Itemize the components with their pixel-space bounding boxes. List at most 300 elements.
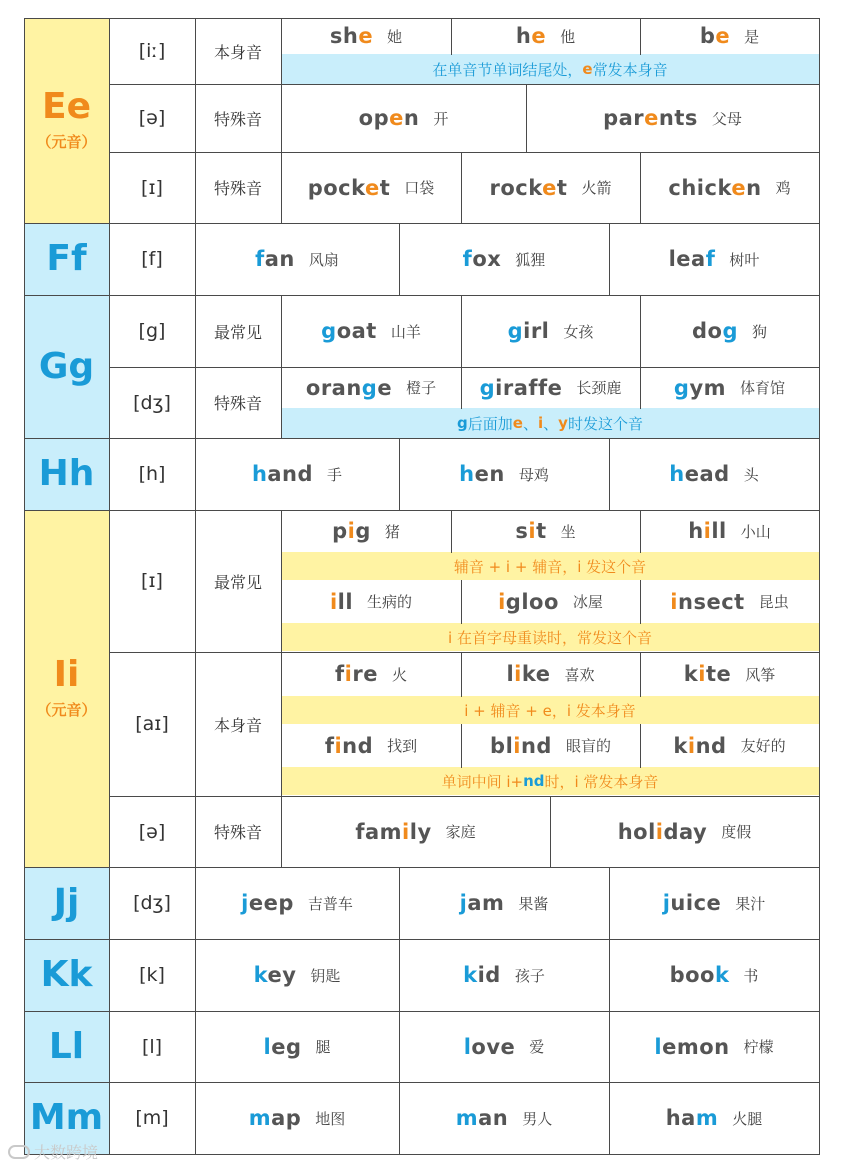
- word-cell: [195, 1011, 399, 1082]
- letter-cell: [24, 939, 109, 1011]
- word-translation: 生病的: [367, 593, 413, 611]
- word-translation: 父母: [711, 109, 742, 128]
- word-cell: [281, 367, 461, 408]
- letter-cell: [24, 1011, 109, 1082]
- grid-line: [550, 796, 551, 868]
- example-word: [264, 1035, 302, 1059]
- word-highlight: k: [714, 963, 730, 987]
- word-part: t: [536, 519, 547, 543]
- word-part: n: [403, 106, 420, 130]
- letter-cell: [24, 867, 109, 939]
- grid-line: [461, 152, 462, 224]
- word-translation: 风扇: [308, 250, 339, 269]
- word-highlight: h: [459, 462, 475, 486]
- word-part: eg: [271, 1034, 302, 1059]
- grid-line: [109, 84, 820, 85]
- phonetic-symbol: [ɪ]: [141, 176, 163, 199]
- word-part: op: [358, 106, 390, 130]
- word-part: ke: [521, 662, 551, 686]
- word-cell: [281, 580, 461, 623]
- word-cell: [461, 652, 640, 696]
- word-highlight: j: [662, 891, 671, 915]
- word-cell: [550, 796, 819, 867]
- word-translation: 度假: [721, 823, 752, 841]
- word-part: n: [746, 175, 762, 200]
- word-translation: 头: [743, 465, 759, 484]
- word-cell: [461, 580, 640, 623]
- grid-line: [24, 438, 820, 439]
- word-cell: [399, 867, 609, 939]
- word-part: ead: [684, 462, 730, 486]
- word-cell: [281, 152, 461, 223]
- example-word: [306, 376, 392, 400]
- word-translation: 男人: [522, 1109, 553, 1128]
- vowel-tag: （元音）: [36, 133, 97, 151]
- word-translation: 柠檬: [743, 1038, 774, 1056]
- word-translation: 手: [327, 465, 343, 484]
- word-cell: [640, 18, 819, 54]
- letter-name: Mm: [29, 1097, 104, 1138]
- word-part: l: [506, 662, 515, 686]
- word-part: sh: [329, 24, 359, 48]
- word-highlight: j: [241, 891, 249, 915]
- word-translation: 她: [387, 27, 403, 46]
- word-cell: [399, 939, 609, 1011]
- word-highlight: g: [321, 319, 337, 343]
- word-translation: 长颈鹿: [576, 379, 622, 397]
- word-part: bl: [490, 733, 514, 758]
- rule-text: i + 辅音 + e，i 发本身音: [464, 701, 636, 720]
- example-word: [668, 176, 761, 200]
- word-part: rock: [489, 175, 543, 200]
- word-translation: 家庭: [445, 823, 476, 841]
- grid-line: [109, 367, 820, 368]
- word-highlight: h: [669, 462, 685, 486]
- grid-line: [451, 18, 452, 55]
- phonetic-symbol: [aɪ]: [135, 713, 169, 735]
- example-word: [321, 319, 377, 343]
- word-highlight: m: [455, 1106, 479, 1130]
- word-cell: [640, 724, 819, 767]
- phonetic-symbol: [f]: [141, 248, 163, 270]
- example-word: [506, 662, 550, 686]
- grid-line: [24, 1154, 820, 1155]
- word-part: fam: [355, 819, 403, 844]
- word-highlight: i: [703, 519, 712, 543]
- word-translation: 鸡: [775, 179, 791, 197]
- word-part: nd: [520, 733, 552, 758]
- word-highlight: e: [542, 175, 557, 200]
- word-part: f: [335, 662, 345, 686]
- word-part: h: [688, 519, 704, 543]
- word-part: an: [264, 247, 295, 271]
- example-word: [335, 662, 378, 686]
- grid-line: [24, 939, 820, 940]
- letter-cell: [24, 295, 109, 438]
- word-translation: 钥匙: [310, 966, 341, 985]
- word-highlight: h: [251, 462, 268, 486]
- word-highlight: i: [513, 733, 521, 758]
- watermark-text: 大数跨境: [34, 1143, 99, 1162]
- word-part: id: [477, 963, 501, 987]
- word-cell: [399, 1011, 609, 1082]
- rule-band: [281, 623, 819, 651]
- example-word: [359, 106, 420, 130]
- word-cell: [399, 223, 609, 295]
- example-word: [330, 24, 373, 48]
- word-translation: 火腿: [732, 1109, 763, 1128]
- example-word: [254, 963, 297, 987]
- word-part: boo: [669, 963, 715, 987]
- sound-type-note: 特殊音: [213, 823, 262, 842]
- word-part: uice: [670, 891, 722, 915]
- grid-line: [24, 18, 25, 1155]
- grid-line: [461, 295, 462, 368]
- word-part: oat: [336, 319, 377, 343]
- rule-text: g 后面加 e 、 i 、 y 时发这个音: [457, 414, 643, 433]
- example-word: [673, 734, 726, 758]
- word-translation: 喜欢: [564, 665, 595, 684]
- example-word: [255, 247, 295, 271]
- example-word: [249, 1106, 302, 1130]
- word-translation: 坐: [560, 522, 576, 541]
- word-highlight: i: [329, 589, 338, 614]
- word-part: g: [355, 519, 371, 543]
- example-word: [330, 590, 353, 614]
- rule-band: [281, 767, 819, 795]
- word-cell: [281, 84, 526, 152]
- word-cell: [451, 510, 640, 552]
- word-highlight: e: [389, 106, 404, 130]
- grid-line: [24, 1011, 820, 1012]
- word-highlight: i: [655, 819, 664, 844]
- grid-line: [24, 1082, 820, 1083]
- word-cell: [281, 295, 461, 367]
- example-word: [463, 247, 502, 271]
- word-part: k: [683, 662, 699, 686]
- grid-line: [451, 510, 452, 553]
- example-word: [684, 662, 731, 686]
- word-cell: [461, 724, 640, 767]
- grid-line: [640, 510, 641, 553]
- rule-text: 单词中间 i+ nd 时，i 常发本身音: [441, 772, 659, 791]
- word-highlight: l: [654, 1034, 663, 1059]
- word-translation: 找到: [387, 737, 418, 755]
- word-highlight: i: [670, 589, 678, 614]
- example-word: [670, 963, 730, 987]
- word-highlight: e: [644, 106, 659, 130]
- word-translation: 书: [743, 966, 759, 985]
- phonetic-symbol: [k]: [139, 964, 165, 986]
- word-translation: 地图: [315, 1109, 346, 1128]
- word-cell: [399, 438, 609, 510]
- word-cell: [281, 18, 451, 54]
- word-highlight: e: [731, 175, 747, 200]
- word-translation: 果酱: [518, 894, 549, 913]
- word-part: e: [377, 375, 393, 400]
- word-part: k: [673, 733, 688, 758]
- example-word: [308, 176, 391, 200]
- word-translation: 开: [433, 109, 449, 128]
- word-highlight: i: [402, 819, 410, 844]
- phonetic-symbol: [iː]: [138, 40, 166, 62]
- word-highlight: g: [673, 375, 690, 400]
- grid-line: [109, 152, 820, 153]
- grid-line: [640, 295, 641, 368]
- example-word: [464, 1035, 516, 1059]
- grid-line: [640, 724, 641, 768]
- grid-line: [640, 152, 641, 224]
- word-part: oran: [305, 375, 362, 400]
- sound-type-note: 最常见: [213, 572, 262, 592]
- word-cell: [281, 652, 461, 696]
- phonetic-symbol: [dʒ]: [133, 892, 171, 914]
- word-highlight: i: [514, 662, 522, 686]
- letter-name: Gg: [38, 345, 95, 387]
- example-word: [663, 891, 722, 915]
- example-word: [670, 590, 744, 614]
- word-part: do: [691, 319, 723, 343]
- word-cell: [640, 580, 819, 623]
- letter-cell: [24, 18, 109, 223]
- grid-line: [24, 295, 820, 296]
- rule-text: 辅音 + i + 辅音，i 发这个音: [453, 557, 647, 576]
- letter-name: Jj: [53, 882, 80, 923]
- grid-line: [461, 580, 462, 624]
- grid-line: [819, 18, 820, 1155]
- word-highlight: e: [715, 24, 731, 48]
- grid-line: [24, 867, 820, 868]
- word-translation: 是: [744, 27, 760, 46]
- word-translation: 橙子: [406, 379, 437, 397]
- grid-line: [24, 510, 820, 511]
- word-cell: [195, 1082, 399, 1154]
- word-cell: [195, 867, 399, 939]
- word-part: ym: [689, 375, 727, 400]
- word-part: and: [267, 462, 314, 486]
- word-translation: 女孩: [563, 322, 594, 341]
- rule-text: 在单音节单词结尾处， e 常发本身音: [432, 60, 668, 79]
- word-highlight: j: [459, 891, 468, 915]
- word-translation: 体育馆: [740, 379, 786, 397]
- example-word: [688, 519, 727, 543]
- example-word: [498, 590, 559, 614]
- word-part: lea: [668, 247, 706, 271]
- word-part: chick: [668, 175, 732, 200]
- rule-band: [281, 696, 819, 724]
- phonetic-symbol: [ə]: [138, 820, 166, 843]
- word-highlight: k: [253, 963, 268, 987]
- grid-line: [609, 223, 610, 296]
- word-translation: 狐狸: [515, 250, 546, 269]
- grid-line: [461, 724, 462, 768]
- word-part: ove: [471, 1034, 516, 1059]
- letter-name: Kk: [40, 954, 93, 995]
- word-part: h: [515, 24, 532, 48]
- example-word: [618, 820, 708, 844]
- grid-line: [609, 438, 610, 511]
- word-part: s: [515, 519, 529, 543]
- word-part: p: [332, 519, 348, 543]
- letter-name: Ee: [41, 86, 91, 127]
- example-word: [325, 734, 373, 758]
- word-part: f: [324, 733, 335, 758]
- speech-bubble-icon: [8, 1145, 30, 1159]
- word-part: t: [556, 175, 568, 200]
- letter-name: Ff: [46, 238, 87, 279]
- word-translation: 果汁: [735, 894, 766, 913]
- word-cell: [281, 510, 451, 552]
- letter-name: Hh: [38, 453, 95, 494]
- example-word: [241, 891, 294, 915]
- word-translation: 母鸡: [518, 465, 549, 484]
- watermark: [8, 1140, 98, 1163]
- word-part: nts: [658, 106, 698, 130]
- word-cell: [640, 652, 819, 696]
- word-part: t: [379, 175, 391, 200]
- word-part: te: [705, 662, 732, 686]
- letter-cell: [24, 223, 109, 295]
- word-part: par: [603, 106, 645, 130]
- grid-line: [399, 438, 400, 511]
- word-translation: 风筝: [745, 665, 776, 684]
- example-word: [692, 319, 738, 343]
- letter-name: Ii: [53, 654, 80, 695]
- word-cell: [461, 295, 640, 367]
- word-part: am: [467, 891, 505, 915]
- phonetic-symbol: [g]: [138, 320, 166, 342]
- example-word: [669, 462, 729, 486]
- word-highlight: m: [695, 1106, 719, 1130]
- word-translation: 猪: [384, 522, 400, 541]
- word-translation: 友好的: [740, 737, 786, 755]
- grid-line: [526, 84, 527, 153]
- word-translation: 他: [560, 27, 576, 46]
- word-cell: [195, 438, 399, 510]
- grid-line: [109, 652, 820, 653]
- word-translation: 树叶: [729, 250, 760, 269]
- letter-cell: [24, 510, 109, 867]
- word-translation: 火: [391, 665, 407, 684]
- word-translation: 火箭: [581, 179, 612, 197]
- example-word: [700, 24, 730, 48]
- word-translation: 吉普车: [307, 894, 353, 913]
- grid-line: [281, 510, 282, 868]
- word-part: emon: [662, 1034, 730, 1059]
- grid-line: [109, 796, 820, 797]
- word-highlight: g: [507, 319, 524, 343]
- grid-line: [640, 367, 641, 409]
- grid-line: [399, 223, 400, 296]
- phonetic-symbol: [h]: [138, 463, 166, 485]
- word-highlight: i: [528, 519, 537, 543]
- word-highlight: g: [479, 375, 496, 400]
- phonetic-symbol: [ə]: [138, 107, 166, 129]
- sound-type-note: 特殊音: [213, 179, 262, 198]
- word-part: ll: [711, 519, 727, 543]
- word-part: ey: [267, 963, 297, 987]
- word-highlight: f: [705, 247, 716, 271]
- word-translation: 孩子: [514, 966, 545, 985]
- grid-line: [609, 867, 610, 1155]
- example-word: [252, 462, 313, 486]
- example-word: [674, 376, 726, 400]
- word-cell: [281, 724, 461, 767]
- example-word: [508, 319, 550, 343]
- word-translation: 山羊: [390, 322, 421, 341]
- letter-cell: [24, 438, 109, 510]
- word-cell: [609, 223, 819, 295]
- word-cell: [640, 295, 819, 367]
- phonetic-symbol: [l]: [141, 1035, 163, 1058]
- word-part: b: [699, 24, 716, 48]
- grid-line: [281, 18, 282, 224]
- word-translation: 昆虫: [758, 593, 789, 611]
- example-word: [490, 176, 568, 200]
- word-translation: 口袋: [404, 179, 435, 197]
- sound-type-note: 本身音: [213, 715, 262, 735]
- word-part: ox: [472, 247, 502, 271]
- word-part: irl: [523, 319, 550, 343]
- word-part: an: [478, 1106, 509, 1130]
- word-highlight: e: [358, 24, 374, 48]
- word-translation: 冰屋: [572, 593, 603, 611]
- word-highlight: i: [347, 519, 356, 543]
- rule-text: i 在首字母重读时，常发这个音: [448, 628, 652, 647]
- example-word: [515, 519, 546, 543]
- word-highlight: l: [463, 1034, 472, 1059]
- sound-type-note: 最常见: [213, 322, 262, 342]
- word-cell: [195, 223, 399, 295]
- grid-line: [24, 223, 820, 224]
- grid-line: [640, 652, 641, 697]
- word-part: ll: [337, 589, 354, 614]
- word-part: day: [663, 819, 708, 844]
- grid-line: [24, 18, 820, 19]
- rule-band: [281, 552, 819, 580]
- word-highlight: f: [255, 247, 265, 271]
- grid-line: [109, 18, 110, 1155]
- word-cell: [281, 796, 550, 867]
- word-cell: [609, 939, 819, 1011]
- rule-band: [281, 54, 819, 84]
- word-highlight: m: [248, 1106, 272, 1130]
- letter-name: Ll: [48, 1025, 85, 1067]
- example-word: [463, 963, 501, 987]
- grid-line: [399, 867, 400, 1155]
- example-word: [480, 376, 563, 400]
- word-part: ha: [665, 1106, 696, 1130]
- example-word: [459, 462, 505, 486]
- word-cell: [461, 367, 640, 408]
- word-translation: 小山: [740, 522, 771, 541]
- word-cell: [640, 367, 819, 408]
- example-word: [666, 1106, 719, 1130]
- example-word: [669, 247, 716, 271]
- grid-line: [461, 367, 462, 409]
- word-part: eep: [248, 891, 294, 915]
- phonetic-symbol: [dʒ]: [133, 391, 171, 414]
- phonetic-symbol: [m]: [135, 1107, 169, 1129]
- word-part: gloo: [505, 589, 559, 614]
- grid-line: [195, 18, 196, 1155]
- word-part: hol: [617, 819, 656, 844]
- example-word: [460, 891, 505, 915]
- example-word: [332, 519, 371, 543]
- grid-line: [640, 580, 641, 624]
- word-part: nd: [695, 733, 727, 758]
- word-part: nsect: [678, 589, 745, 614]
